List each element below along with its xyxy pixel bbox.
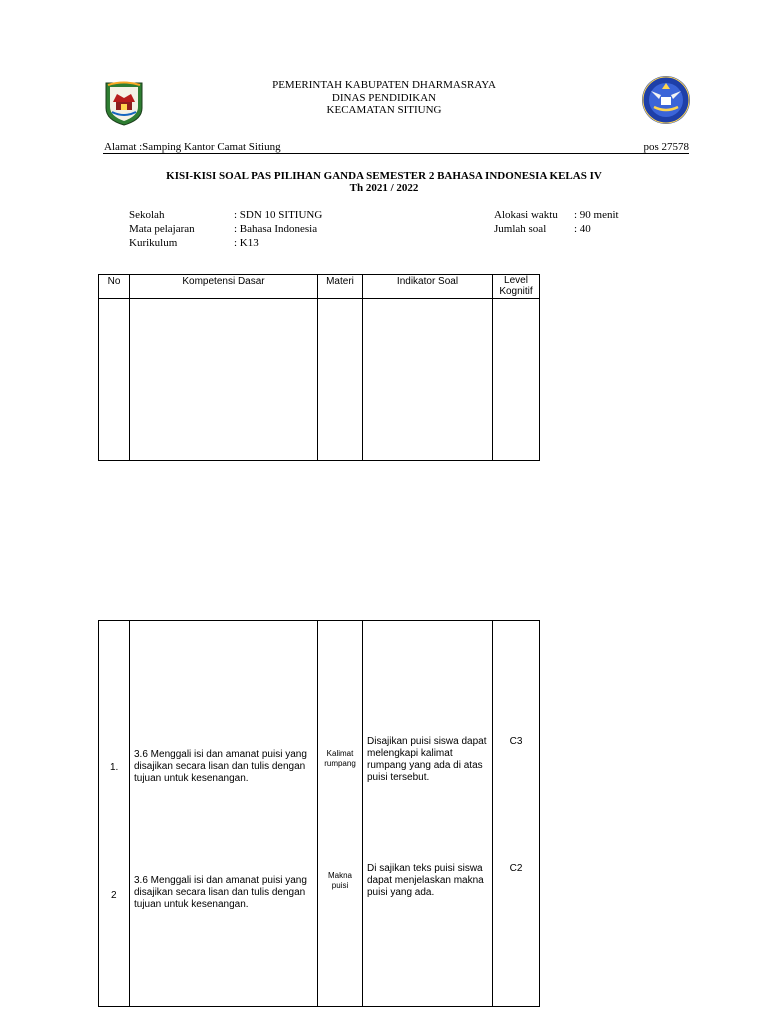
- sekolah-value: : SDN 10 SITIUNG: [234, 209, 323, 221]
- kisi-table-body: [98, 620, 540, 1007]
- header-address: Alamat :Samping Kantor Camat Sitiung: [104, 141, 281, 153]
- kurikulum-value: : K13: [234, 237, 259, 249]
- col-indikator-header: Indikator Soal: [363, 275, 493, 299]
- jumlah-label: Jumlah soal: [494, 223, 547, 235]
- col-no-header: No: [99, 275, 130, 299]
- table-cell-materi: [318, 621, 363, 1007]
- col-level-header: Level Kognitif: [493, 275, 540, 299]
- row1-indikator: Disajikan puisi siswa dapat melengkapi kalimat rumpang yang ada di atas puisi tersebut.: [367, 736, 487, 783]
- header-divider: [103, 153, 689, 154]
- row1-materi: Kalimat rumpang: [324, 749, 356, 768]
- header-department: DINAS PENDIDIKAN: [331, 92, 437, 104]
- row2-kd: 3.6 Menggali isi dan amanat puisi yang disajikan secara lisan dan tulis dengan tujuan untuk kesenangan.: [134, 875, 307, 910]
- jumlah-value: : 40: [574, 223, 591, 235]
- document-title: KISI-KISI SOAL PAS PILIHAN GANDA SEMESTER 2 BAHASA INDONESIA KELAS IV: [166, 170, 602, 182]
- header-district: KECAMATAN SITIUNG: [326, 104, 442, 116]
- row2-no: 2: [111, 890, 117, 901]
- table-cell-kd: [130, 621, 318, 1007]
- row2-indikator: Di sajikan teks puisi siswa dapat menjelaskan makna puisi yang ada.: [367, 863, 484, 898]
- kurikulum-label: Kurikulum: [129, 237, 178, 249]
- header-postcode: pos 27578: [643, 141, 689, 153]
- table-cell-indikator: [363, 621, 493, 1007]
- row1-no: 1.: [110, 762, 119, 773]
- document-year: Th 2021 / 2022: [349, 182, 419, 194]
- alokasi-label: Alokasi waktu: [494, 209, 558, 221]
- row2-level: C2: [509, 863, 523, 874]
- table-row-empty: [99, 299, 540, 461]
- mapel-value: : Bahasa Indonesia: [234, 223, 318, 235]
- kisi-table-header: [98, 274, 540, 461]
- col-kd-header: Kompetensi Dasar: [130, 275, 318, 299]
- table-cell-level: [493, 621, 540, 1007]
- mapel-label: Mata pelajaran: [129, 223, 195, 235]
- table-cell-no: [99, 621, 130, 1007]
- row1-level: C3: [509, 736, 523, 747]
- sekolah-label: Sekolah: [129, 209, 165, 221]
- alokasi-value: : 90 menit: [574, 209, 619, 221]
- header-government: PEMERINTAH KABUPATEN DHARMASRAYA: [272, 79, 496, 91]
- col-materi-header: Materi: [318, 275, 363, 299]
- row1-kd: 3.6 Menggali isi dan amanat puisi yang disajikan secara lisan dan tulis dengan tujuan untuk kesenangan.: [134, 749, 307, 784]
- row2-materi: Makna puisi: [327, 871, 352, 890]
